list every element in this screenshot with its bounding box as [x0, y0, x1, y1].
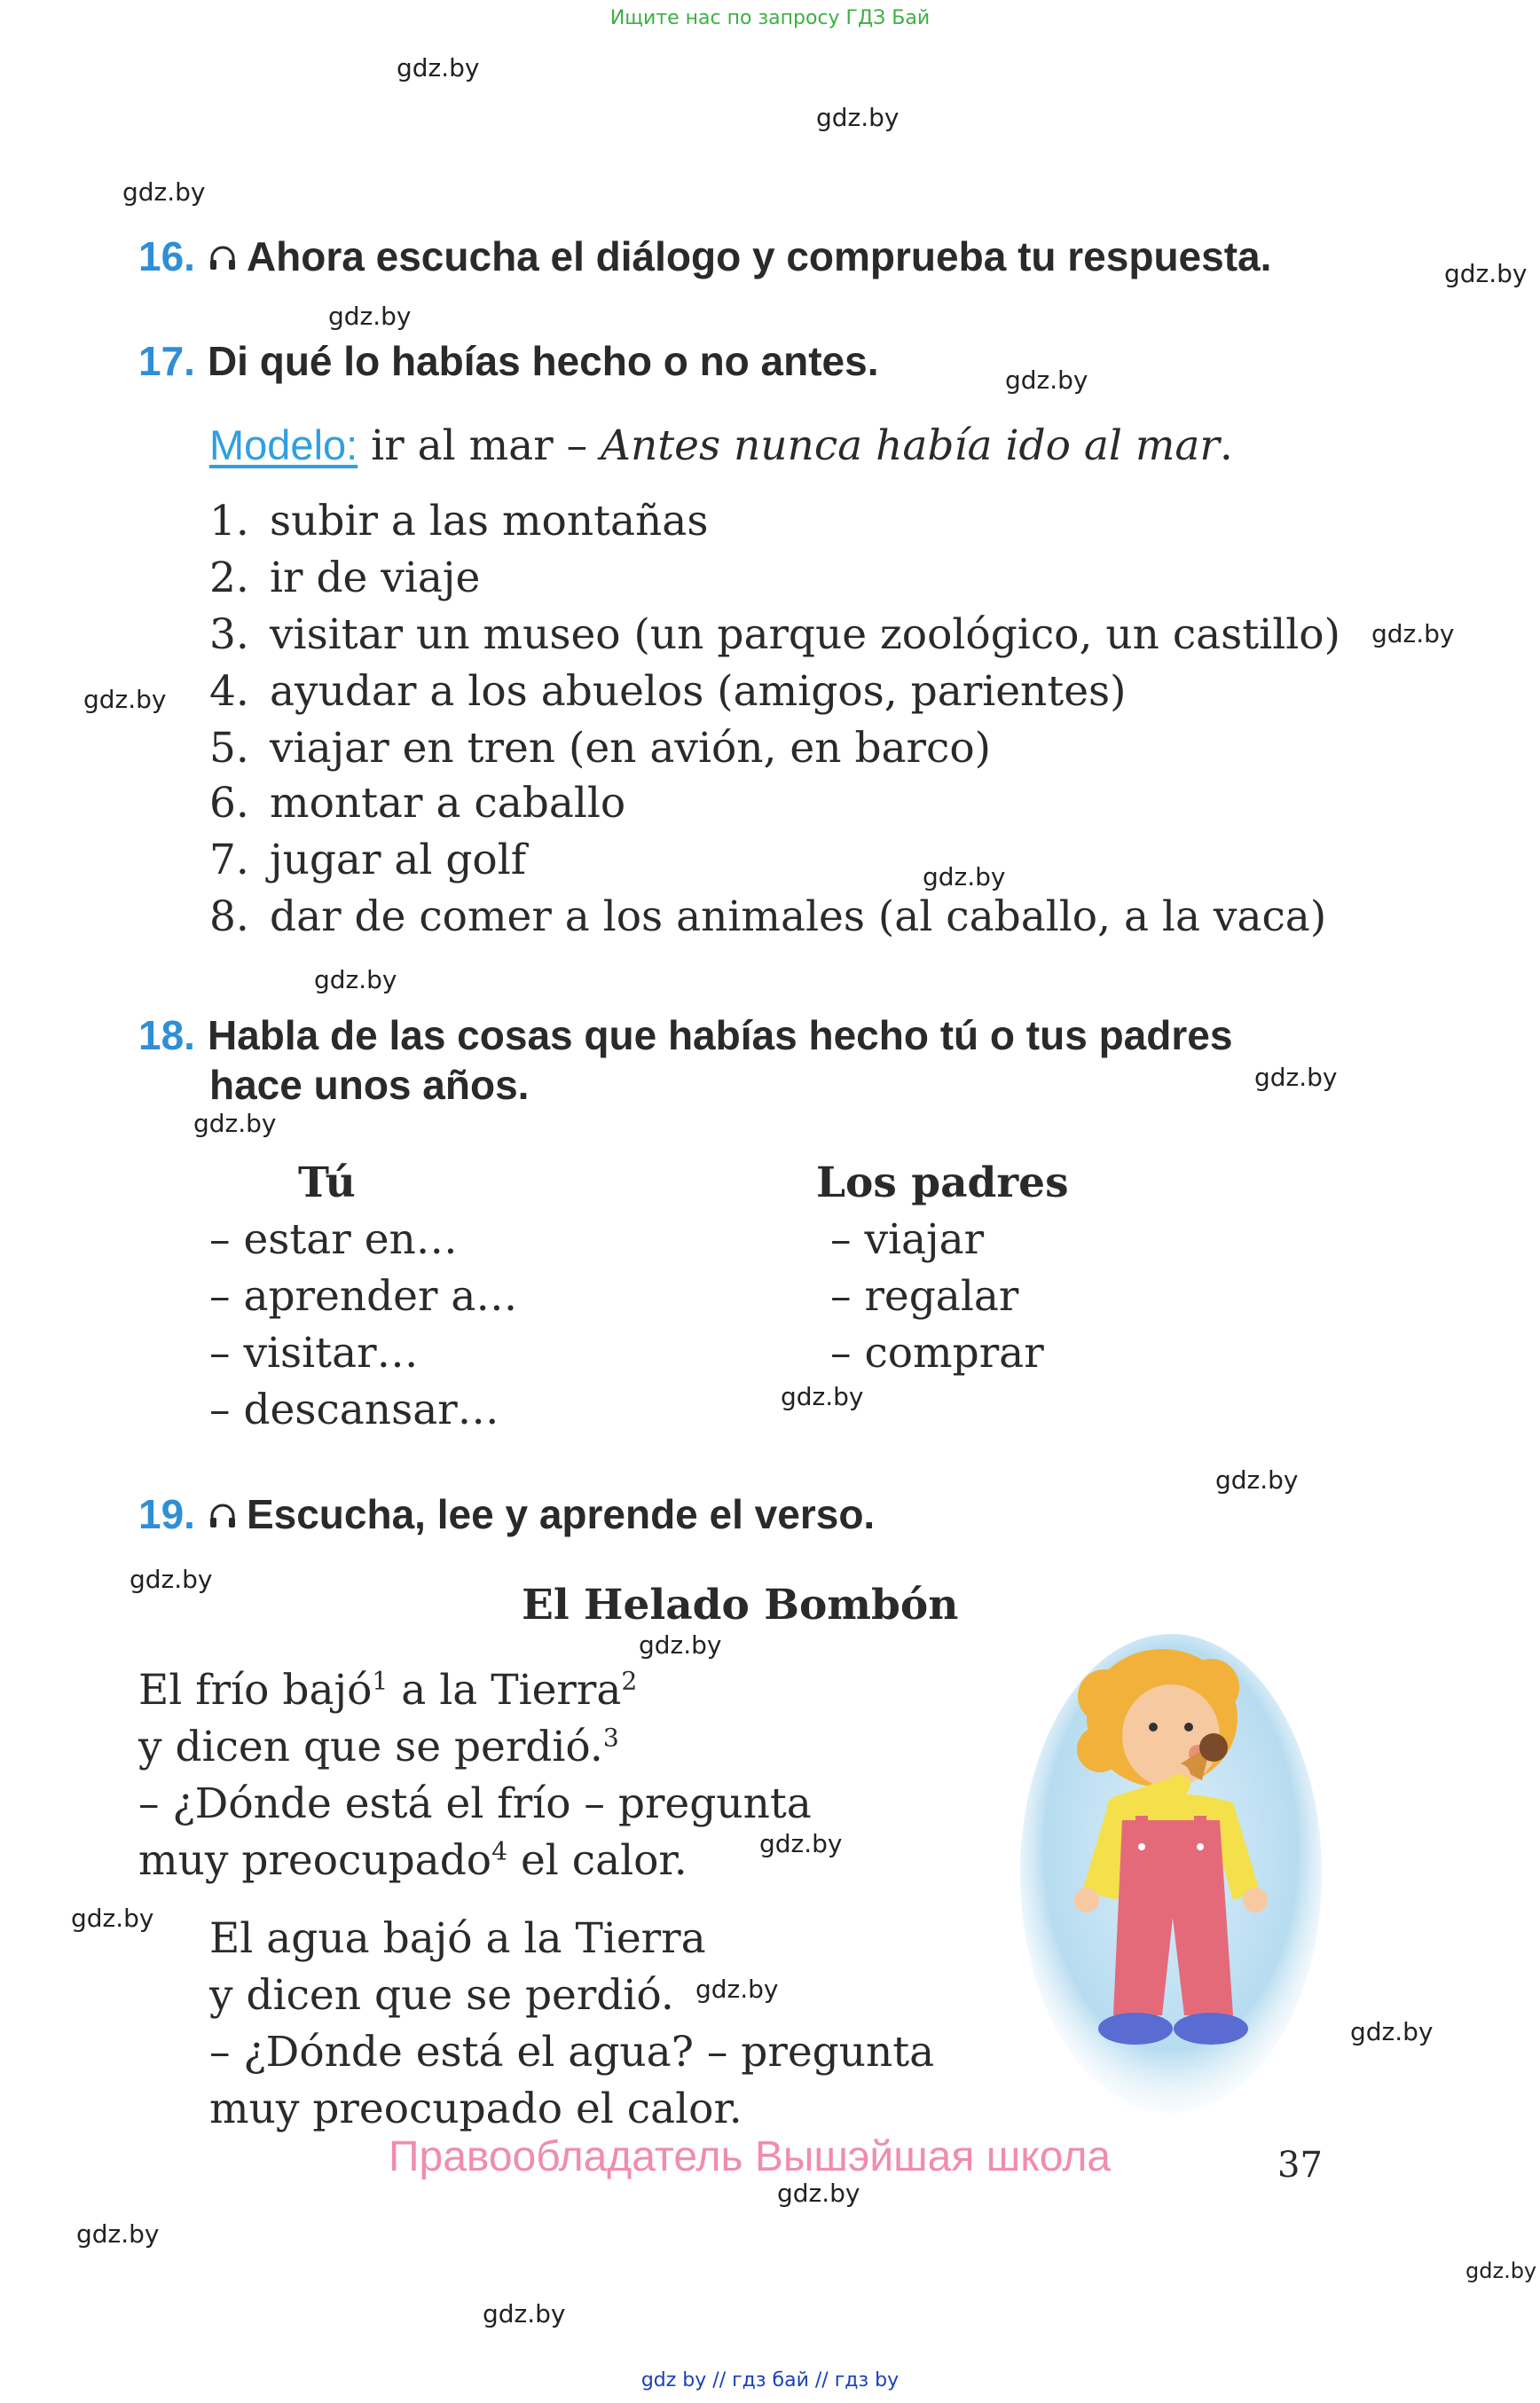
- watermark: gdz.by: [71, 1904, 154, 1933]
- item-text: ayudar a los abuelos (amigos, parientes): [270, 667, 1127, 716]
- page-number: 37: [1277, 2145, 1323, 2186]
- watermark: gdz.by: [1371, 619, 1455, 648]
- item-number: 6.: [209, 779, 249, 828]
- footnote-ref: 1: [372, 1666, 389, 1696]
- watermark: gdz.by: [397, 53, 480, 82]
- poem-line: [138, 1836, 688, 1885]
- item-number: 1.: [209, 497, 249, 546]
- watermark: gdz.by: [83, 685, 167, 714]
- item-number: 7.: [209, 836, 249, 884]
- exercise-19-heading: [138, 1490, 875, 1542]
- watermark: gdz.by: [130, 1565, 213, 1594]
- footer-links[interactable]: gdz by // гдз бай // гдз by: [640, 2369, 900, 2391]
- exercise-18-heading: [138, 1011, 1232, 1059]
- exercise-number: 17.: [138, 338, 195, 384]
- top-banner: Ищите нас по запросу ГДЗ Бай: [609, 7, 931, 29]
- column-item: – comprar: [830, 1329, 1044, 1378]
- watermark: gdz.by: [1465, 2258, 1537, 2283]
- watermark: gdz.by: [193, 1109, 277, 1138]
- item-number: 4.: [209, 667, 249, 716]
- list-item: [209, 724, 991, 773]
- list-item: [209, 497, 708, 546]
- watermark: gdz.by: [483, 2299, 566, 2328]
- model-period: .: [1219, 421, 1233, 470]
- column-header-padres: Los padres: [816, 1158, 1069, 1207]
- exercise-instruction: Escucha, lee y aprende el verso.: [246, 1491, 876, 1537]
- exercise-number: 18.: [138, 1012, 195, 1058]
- model-line: [209, 420, 1233, 470]
- column-item: – viajar: [830, 1215, 985, 1264]
- list-item: [209, 554, 480, 602]
- poem-title: El Helado Bombón: [522, 1581, 959, 1629]
- exercise-instruction: Ahora escucha el diálogo y comprueba tu respuesta.: [246, 233, 1272, 279]
- exercise-number: 16.: [138, 233, 195, 279]
- headphones-icon: [208, 1494, 238, 1542]
- column-item: – estar en…: [209, 1215, 458, 1264]
- exercise-instruction-line2: hace unos años.: [209, 1062, 530, 1108]
- footnote-ref: 3: [602, 1723, 619, 1753]
- model-label: Modelo:: [209, 421, 358, 468]
- item-text: dar de comer a los animales (al caballo, a la vaca): [270, 892, 1327, 941]
- model-prompt: ir al mar –: [371, 421, 601, 470]
- item-text: viajar en tren (en avión, en barco): [270, 724, 991, 773]
- watermark: gdz.by: [639, 1630, 722, 1660]
- watermark: gdz.by: [1350, 2017, 1434, 2046]
- poem-text: a la Tierra: [388, 1666, 622, 1715]
- item-text: jugar al golf: [270, 836, 527, 884]
- watermark: gdz.by: [759, 1829, 843, 1858]
- poem-line: y dicen que se perdió.: [209, 1971, 674, 2020]
- watermark: gdz.by: [777, 2179, 860, 2208]
- poem-line: El agua bajó a la Tierra: [209, 1914, 706, 1963]
- poem-line: – ¿Dónde está el agua? – pregunta: [209, 2028, 935, 2077]
- exercise-16-heading: [138, 232, 1271, 284]
- watermark: gdz.by: [816, 103, 900, 132]
- list-item: [209, 667, 1126, 716]
- item-text: visitar un museo (un parque zoológico, un castillo): [270, 610, 1340, 659]
- list-item: [209, 836, 526, 884]
- watermark: gdz.by: [1005, 365, 1088, 395]
- copyright-notice: Правообладатель Вышэйшая школа: [389, 2133, 1112, 2180]
- poem-text: el calor.: [507, 1836, 688, 1885]
- poem-line: [138, 1666, 637, 1715]
- watermark: gdz.by: [1254, 1063, 1338, 1092]
- watermark: gdz.by: [695, 1975, 779, 2004]
- item-number: 8.: [209, 892, 249, 941]
- exercise-17-heading: [138, 337, 879, 385]
- list-item: [209, 892, 1326, 941]
- watermark: gdz.by: [328, 302, 412, 331]
- list-item: [209, 779, 625, 828]
- poem-line: muy preocupado el calor.: [209, 2085, 742, 2133]
- headphones-icon: [208, 236, 238, 284]
- item-number: 3.: [209, 610, 249, 659]
- poem-text: y dicen que se perdió.: [138, 1723, 603, 1771]
- exercise-instruction-line1: Habla de las cosas que habías hecho tú o tus padres: [207, 1012, 1233, 1058]
- poem-text: muy preocupado: [138, 1836, 492, 1885]
- watermark: gdz.by: [1444, 259, 1528, 288]
- watermark: gdz.by: [314, 965, 397, 994]
- item-number: 2.: [209, 554, 249, 602]
- list-item: [209, 610, 1340, 659]
- item-text: ir de viaje: [270, 554, 481, 602]
- exercise-number: 19.: [138, 1491, 195, 1537]
- watermark: gdz.by: [923, 862, 1006, 891]
- column-item: – regalar: [830, 1272, 1019, 1321]
- poem-line: [138, 1723, 619, 1771]
- column-item: – aprender a…: [209, 1272, 518, 1321]
- watermark: gdz.by: [76, 2219, 160, 2249]
- footnote-ref: 4: [491, 1836, 508, 1866]
- watermark: gdz.by: [1215, 1465, 1299, 1495]
- poem-line: – ¿Dónde está el frío – pregunta: [138, 1779, 812, 1828]
- watermark: gdz.by: [122, 177, 206, 207]
- item-number: 5.: [209, 724, 249, 773]
- footnote-ref: 2: [621, 1666, 638, 1696]
- column-header-tu: Tú: [298, 1158, 356, 1207]
- item-text: montar a caballo: [270, 779, 626, 828]
- column-item: – visitar…: [209, 1329, 419, 1378]
- item-text: subir a las montañas: [270, 497, 709, 546]
- column-item: – descansar…: [209, 1386, 499, 1434]
- poem-text: El frío bajó: [138, 1666, 373, 1715]
- child-with-ice-cream-illustration: [1020, 1634, 1322, 2131]
- exercise-instruction: Di qué lo habías hecho o no antes.: [207, 338, 879, 384]
- watermark: gdz.by: [781, 1382, 864, 1411]
- model-answer: Antes nunca había ido al mar: [601, 421, 1220, 470]
